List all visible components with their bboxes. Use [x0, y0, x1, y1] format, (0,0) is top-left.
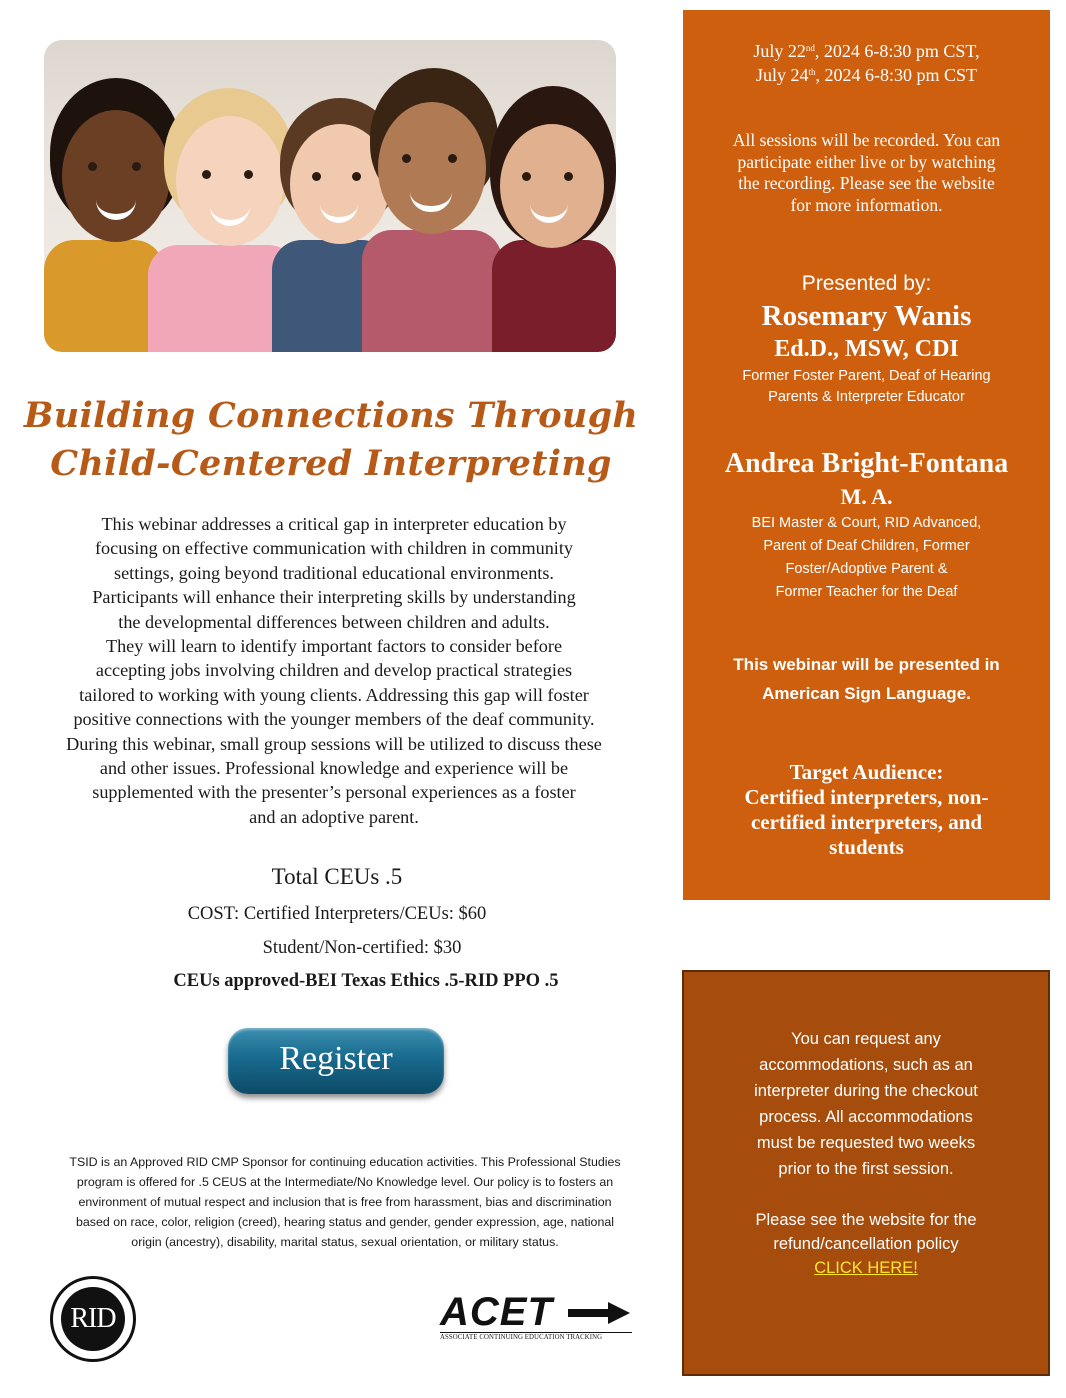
total-ceus: Total CEUs .5 — [271, 864, 403, 889]
schedule — [683, 38, 1050, 86]
cost-certified: COST: Certified Interpreters/CEUs: $60 — [187, 904, 487, 924]
children-photo — [44, 40, 616, 352]
title-line-1: Building Connections Through — [23, 395, 639, 436]
rid-logo — [50, 1276, 136, 1362]
accommodations-panel — [682, 970, 1050, 1376]
schedule-date-1: July 22nd, 2024 6-8:30 pm CST, — [753, 41, 980, 61]
presenter-1-credentials: Ed.D., MSW, CDI — [774, 336, 959, 362]
fine-print-line: TSID is an Approved RID CMP Sponsor for continuing education activities. This Professional Studies — [69, 1155, 621, 1169]
arrow-right-icon — [568, 1302, 630, 1324]
asl-note: This webinar will be presented in American Sign Language. — [733, 655, 1000, 703]
title-line-2: Child-Centered Interpreting — [50, 443, 612, 484]
description-line: During this webinar, small group sessions will be utilized to discuss these — [66, 733, 602, 754]
presenter-1-name: Rosemary Wanis — [761, 300, 972, 332]
target-audience: Target Audience: Certified interpreters, non- certified interpreters, and students — [683, 760, 1050, 860]
description-line: settings, going beyond traditional educational environments. — [114, 562, 554, 583]
description-line: Participants will enhance their interpreting skills by understanding — [92, 587, 576, 608]
description-line: supplemented with the presenter’s personal experiences as a foster — [92, 782, 576, 803]
info-panel — [683, 10, 1050, 900]
description-line: accepting jobs involving children and develop practical strategies — [95, 660, 573, 681]
refund-note: Please see the website for the refund/cancellation policy CLICK HERE! — [755, 1211, 977, 1277]
click-here-link[interactable]: CLICK HERE! — [814, 1259, 918, 1277]
webinar-description — [14, 512, 654, 829]
presenter-2-bio: BEI Master & Court, RID Advanced, Parent of Deaf Children, Former Foster/Adoptive Parent & Former Teacher for the Deaf — [751, 515, 982, 600]
fine-print-line: environment of mutual respect and inclusion that is free from harassment, bias and discrimination — [78, 1195, 612, 1209]
accommodations-note: You can request any accommodations, such as an interpreter during the checkout process. All accommodations must be requested two weeks prior to the first session. — [754, 1030, 978, 1178]
target-audience-heading: Target Audience: — [789, 760, 944, 784]
page-title — [0, 392, 662, 488]
acet-logo-subtitle: ASSOCIATE CONTINUING EDUCATION TRACKING — [440, 1332, 632, 1341]
description-line: This webinar addresses a critical gap in interpreter education by — [101, 514, 567, 534]
presenter-1-bio: Former Foster Parent, Deaf of Hearing Parents & Interpreter Educator — [742, 368, 991, 405]
fine-print-line: origin (ancestry), disability, marital status, sexual orientation, or military status. — [131, 1235, 559, 1249]
description-line: and other issues. Professional knowledge and experience will be — [99, 758, 569, 779]
description-line: the developmental differences between children and adults. — [118, 611, 550, 632]
fine-print-line: program is offered for .5 CEUS at the Intermediate/No Knowledge level. Our policy is to fosters an — [76, 1175, 614, 1189]
acet-logo — [440, 1292, 632, 1342]
sponsor-fine-print — [22, 1152, 668, 1252]
description-line: They will learn to identify important factors to consider before — [105, 636, 563, 657]
schedule-date-2: July 24th, 2024 6-8:30 pm CST — [755, 65, 978, 85]
recording-note: All sessions will be recorded. You can participate either live or by watching the recording. Please see the website for more information. — [732, 130, 1001, 215]
cost-student: Student/Non-certified: $30 — [262, 938, 462, 958]
description-line: and an adoptive parent. — [249, 806, 419, 827]
description-line: tailored to working with young clients. Addressing this gap will foster — [79, 684, 589, 705]
description-line: positive connections with the younger members of the deaf community. — [73, 709, 595, 730]
ceus-approved: CEUs approved-BEI Texas Ethics .5-RID PPO .5 — [173, 971, 559, 991]
register-button[interactable]: Register — [228, 1028, 444, 1094]
rid-logo-text: RID — [61, 1287, 125, 1351]
presenter-2-credentials: M. A. — [840, 484, 893, 509]
fine-print-line: based on race, color, religion (creed), hearing status and gender, gender expression, age, national — [76, 1215, 614, 1229]
description-line: focusing on effective communication with children in community — [95, 538, 573, 559]
presented-by-heading: Presented by: — [801, 272, 932, 295]
presenter-2-name: Andrea Bright-Fontana — [724, 448, 1009, 479]
acet-logo-text: ACET — [440, 1290, 553, 1334]
